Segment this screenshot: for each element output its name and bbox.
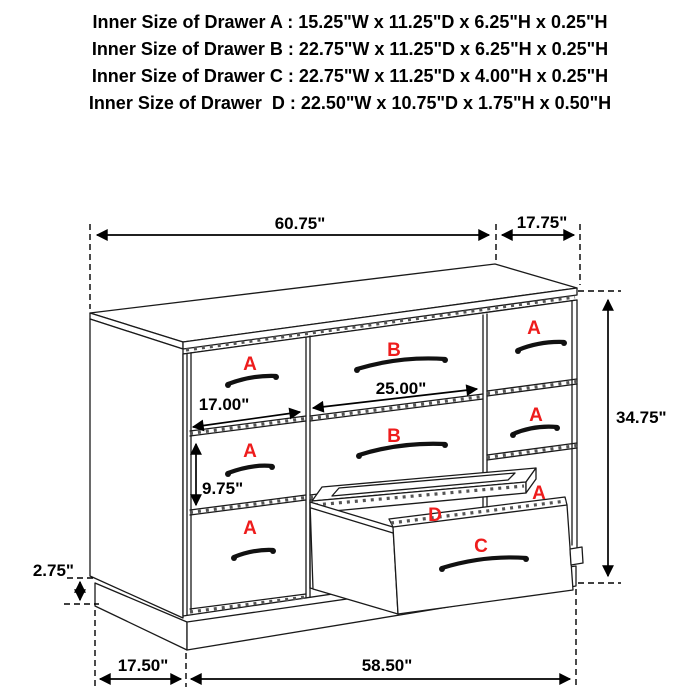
dresser-drawing: [90, 264, 583, 650]
drawer-b-label: B: [387, 340, 401, 361]
drawer-size-line-c: Inner Size of Drawer C : 22.75"W x 11.25"D x 4.00"H x 0.25"H: [91, 66, 609, 86]
drawer-c-label: C: [474, 536, 488, 557]
dim-drawer-a-width-label: 17.00": [198, 395, 250, 414]
dim-drawer-a-height-label: 9.75": [202, 479, 244, 498]
drawer-size-line-a: Inner Size of Drawer A : 15.25"W x 11.25"D x 6.25"H x 0.25"H: [92, 12, 608, 32]
drawer-size-line-b: Inner Size of Drawer B : 22.75"W x 11.25"D x 6.25"H x 0.25"H: [91, 39, 609, 59]
dim-top-depth-label: 17.75": [516, 213, 568, 232]
dim-base-depth-label: 17.50": [117, 656, 169, 675]
dim-base-height-label: 2.75": [32, 561, 74, 580]
drawer-a-label: A: [527, 318, 541, 339]
dim-top-width-label: 60.75": [274, 214, 326, 233]
drawer-d-label: D: [428, 505, 442, 526]
drawer-size-line-d: Inner Size of Drawer D : 22.50"W x 10.75"D x 1.75"H x 0.50"H: [88, 93, 612, 113]
dresser-left-panel: [90, 319, 183, 618]
drawer-c-open: [310, 497, 583, 614]
dim-height-label: 34.75": [616, 408, 667, 427]
drawer-a-label: A: [243, 518, 257, 539]
dim-base-width-label: 58.50": [361, 656, 413, 675]
drawer-a-label: A: [243, 354, 257, 375]
drawer-a-label: A: [243, 441, 257, 462]
drawer-a-label: A: [532, 483, 546, 504]
drawer-b-label: B: [387, 426, 401, 447]
drawer-a-label: A: [529, 405, 543, 426]
dim-drawer-b-width-label: 25.00": [375, 379, 427, 398]
